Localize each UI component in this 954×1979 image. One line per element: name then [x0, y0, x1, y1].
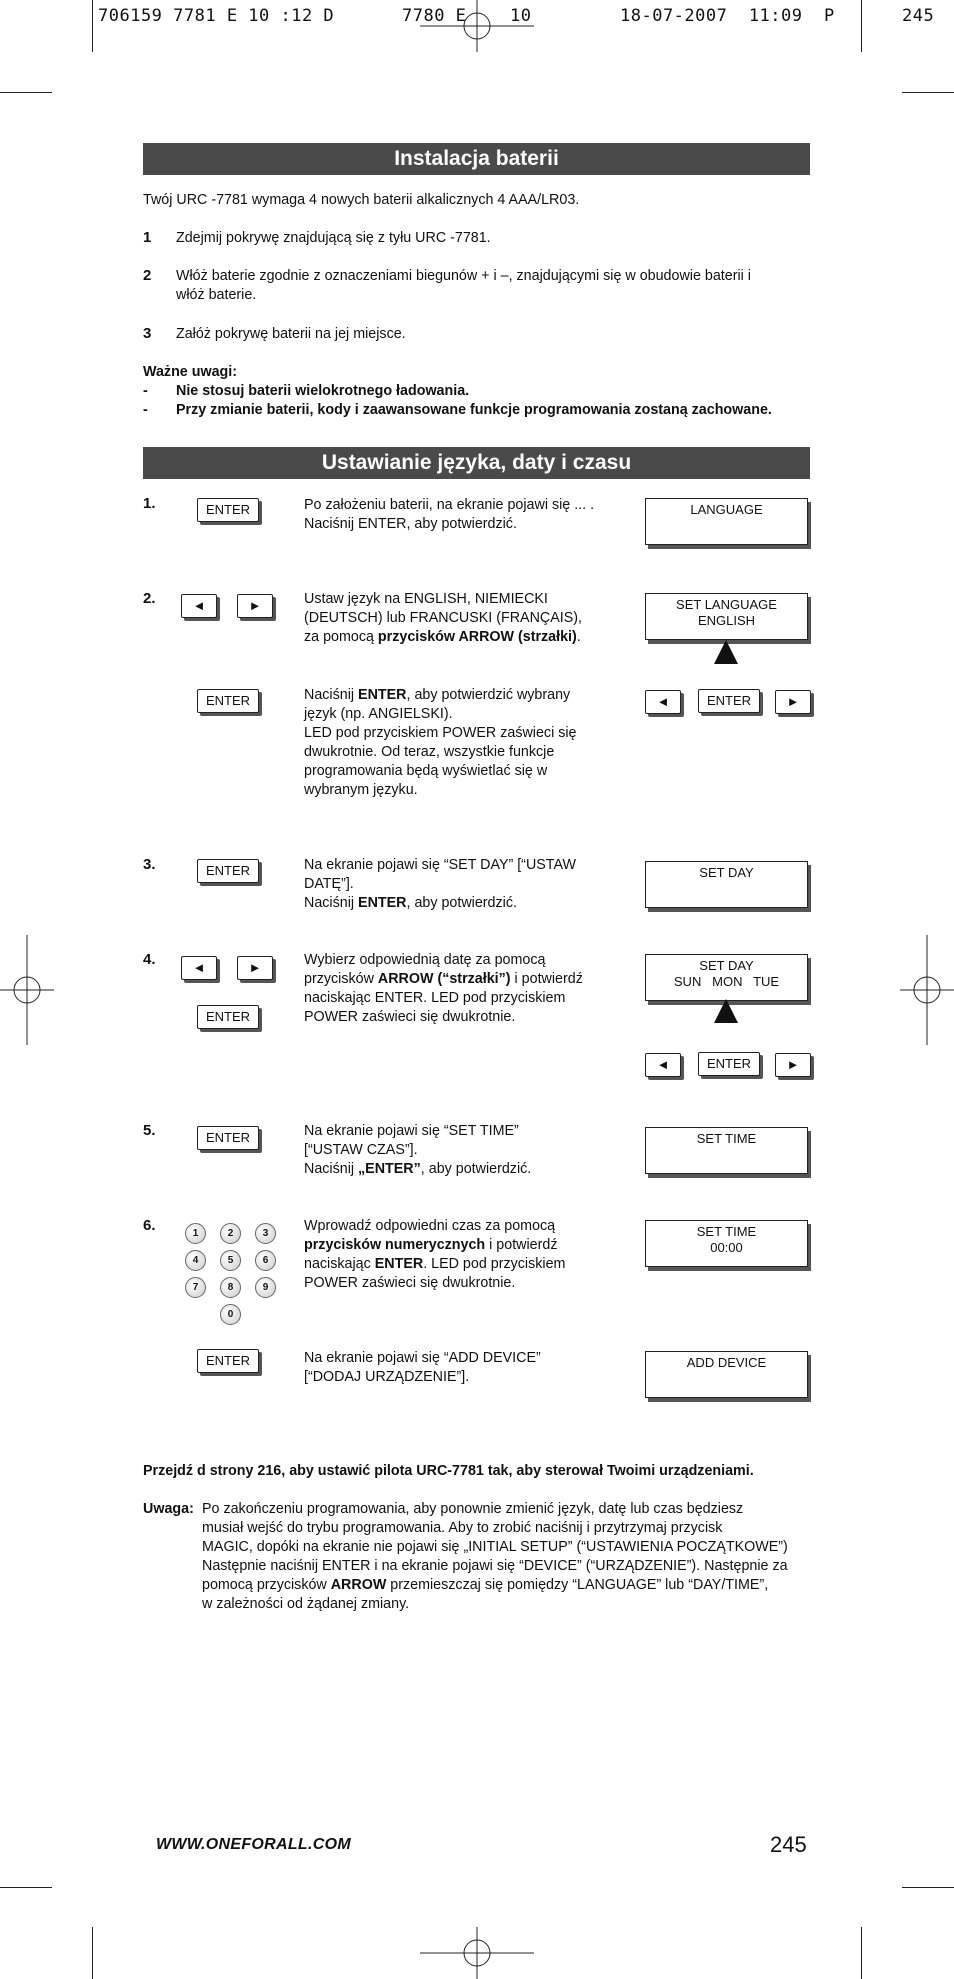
numeric-key: 9: [255, 1277, 276, 1298]
website-link[interactable]: WWW.ONEFORALL.COM: [156, 1836, 351, 1853]
lcd-display: [645, 1127, 808, 1174]
setup-step-text: programowania będą wyświetlać się w: [304, 763, 548, 779]
print-header-job: 706159 7781 E 10 :12 D: [98, 6, 335, 26]
numeric-key: 5: [220, 1250, 241, 1271]
lcd-line: SET TIME: [696, 1224, 757, 1239]
setup-step-text: LED pod przyciskiem POWER zaświeci się: [304, 725, 577, 741]
setup-step-text: naciskając ENTER. LED pod przyciskiem: [304, 990, 566, 1006]
text-span: przycisków: [304, 971, 378, 987]
text-span: i potwierdź: [485, 1237, 558, 1253]
battery-step-text: Załóż pokrywę baterii na jej miejsce.: [176, 326, 406, 342]
note-text: Następnie naciśnij ENTER i na ekranie pojawi się “DEVICE” (“URZĄDZENIE”). Następnie za: [202, 1558, 788, 1574]
text-bold: ENTER: [358, 687, 407, 703]
setup-step-text: język (np. ANGIELSKI).: [304, 706, 453, 722]
enter-button: ENTER: [197, 1005, 259, 1029]
note-text: Po zakończeniu programowania, aby ponownie zmienić język, datę lub czas będziesz: [202, 1501, 744, 1517]
text-bold: „ENTER”: [358, 1161, 421, 1177]
numeric-key: 4: [185, 1250, 206, 1271]
enter-button: ENTER: [197, 498, 259, 522]
enter-button: ENTER: [197, 1126, 259, 1150]
battery-step-text: Włóż baterie zgodnie z oznaczeniami biegunów + i –, znajdującymi się w obudowie baterii i: [176, 268, 751, 284]
numeric-key: 8: [220, 1277, 241, 1298]
numeric-key: 7: [185, 1277, 206, 1298]
crop-mark: [0, 92, 52, 93]
setup-step-text: [304, 686, 570, 705]
setup-step-text: Wybierz odpowiednią datę za pomocą: [304, 952, 546, 968]
section-title-language-date-time: Ustawianie języka, daty i czasu: [143, 447, 810, 479]
registration-mark-left: [0, 935, 54, 1045]
note-label: Uwaga:: [143, 1501, 194, 1517]
setup-step-text: [“DODAJ URZĄDZENIE”].: [304, 1369, 470, 1385]
setup-step-text: dwukrotnie. Od teraz, wszystkie funkcje: [304, 744, 555, 760]
lcd-display: [645, 1220, 808, 1267]
setup-step-text: Wprowadź odpowiedni czas za pomocą: [304, 1218, 556, 1234]
lcd-line: SET TIME: [696, 1131, 757, 1146]
text-span: , aby potwierdzić.: [406, 895, 517, 911]
battery-intro: Twój URC -7781 wymaga 4 nowych baterii alkalicznych 4 AAA/LR03.: [143, 192, 580, 208]
lcd-line: SET LANGUAGE: [676, 597, 777, 612]
text-span: , aby potwierdzić.: [420, 1161, 532, 1177]
setup-step-text: [304, 1255, 565, 1274]
left-arrow-button: ◄: [645, 690, 681, 714]
text-span: za pomocą: [304, 629, 378, 645]
setup-step-text: DATĘ”].: [304, 876, 354, 892]
setup-step-text: [304, 970, 583, 989]
text-bold: przycisków ARROW (strzałki): [377, 629, 577, 645]
text-span: .: [576, 629, 581, 645]
battery-step-text: Zdejmij pokrywę znajdującą się z tyłu URC -7781.: [176, 230, 491, 246]
setup-step-text: Ustaw język na ENGLISH, NIEMIECKI: [304, 591, 548, 607]
lcd-line: LANGUAGE: [690, 502, 763, 517]
left-arrow-button: ◄: [181, 956, 217, 980]
crop-mark: [902, 92, 954, 93]
setup-step-text: (DEUTSCH) lub FRANCUSKI (FRANÇAIS),: [304, 610, 583, 626]
numeric-key: 6: [255, 1250, 276, 1271]
battery-step-number: 3: [143, 325, 152, 342]
setup-step-text: POWER zaświeci się dwukrotnie.: [304, 1009, 516, 1025]
lcd-display: [645, 1351, 808, 1398]
notes-title: Ważne uwagi:: [143, 364, 237, 380]
lcd-line: SET DAY: [699, 958, 754, 973]
left-arrow-button: ◄: [645, 1053, 681, 1077]
enter-button: ENTER: [197, 859, 259, 883]
battery-step-text: włóż baterie.: [176, 287, 257, 303]
setup-step-text: POWER zaświeci się dwukrotnie.: [304, 1275, 516, 1291]
setup-step-text: Na ekranie pojawi się “ADD DEVICE”: [304, 1350, 541, 1366]
right-arrow-button: ►: [237, 594, 273, 618]
setup-step-text: [304, 628, 581, 647]
lcd-display: [645, 954, 808, 1001]
enter-button: ENTER: [698, 1052, 760, 1076]
setup-step-text: [“USTAW CZAS”].: [304, 1142, 418, 1158]
lcd-display: [645, 861, 808, 908]
note-text: musiał wejść do trybu programowania. Aby to zrobić naciśnij i przytrzymaj przycisk: [202, 1520, 723, 1536]
setup-step-number: 5.: [143, 1122, 156, 1139]
right-arrow-button: ►: [237, 956, 273, 980]
setup-step-text: Naciśnij ENTER, aby potwierdzić.: [304, 516, 517, 532]
enter-button: ENTER: [197, 1349, 259, 1373]
text-bold: przycisków numerycznych: [304, 1237, 486, 1253]
print-header-page-ref: 10: [510, 6, 532, 26]
setup-step-number: 6.: [143, 1217, 156, 1234]
text-span: przemieszczaj się pomiędzy “LANGUAGE” lub “DAY/TIME”,: [386, 1577, 769, 1593]
right-arrow-button: ►: [775, 690, 811, 714]
note-text: [202, 1576, 768, 1595]
page-number: 245: [770, 1832, 807, 1857]
note-text: MAGIC, dopóki na ekranie nie pojawi się „INITIAL SETUP” (“USTAWIENIA POCZĄTKOWE”): [202, 1539, 788, 1555]
lcd-display: [645, 498, 808, 545]
text-span: Naciśnij: [304, 687, 359, 703]
battery-step-number: 2: [143, 267, 152, 284]
text-span: i potwierdź: [510, 971, 583, 987]
text-bold: ARROW (“strzałki”): [377, 971, 511, 987]
setup-step-text: wybranym języku.: [304, 782, 418, 798]
setup-step-number: 2.: [143, 590, 156, 607]
crop-mark: [861, 1927, 862, 1979]
text-span: . LED pod przyciskiem: [423, 1256, 566, 1272]
numeric-key: 3: [255, 1223, 276, 1244]
print-header-file: 7780 E: [402, 6, 467, 26]
section-title-batteries: Instalacja baterii: [143, 143, 810, 175]
right-arrow-button: ►: [775, 1053, 811, 1077]
note-dash: -: [143, 383, 148, 399]
registration-mark-bottom: [420, 1927, 534, 1979]
text-bold: ENTER: [358, 895, 407, 911]
cursor-arrow-icon: [714, 640, 738, 664]
lcd-line: ADD DEVICE: [686, 1355, 767, 1370]
text-span: Naciśnij: [304, 1161, 359, 1177]
numeric-key: 1: [185, 1223, 206, 1244]
lcd-line: 00:00: [710, 1240, 743, 1255]
crop-mark: [92, 0, 93, 52]
text-span: , aby potwierdzić wybrany: [406, 687, 571, 703]
left-arrow-button: ◄: [181, 594, 217, 618]
lcd-line: SET DAY: [699, 865, 754, 880]
text-span: pomocą przycisków: [202, 1577, 331, 1593]
lcd-line: SUN MON TUE: [673, 974, 780, 989]
print-header-datetime: 18-07-2007 11:09 P: [620, 6, 835, 26]
next-page-instruction: Przejdź d strony 216, aby ustawić pilota URC-7781 tak, aby sterował Twoimi urządzeniami.: [143, 1463, 754, 1479]
setup-step-number: 4.: [143, 951, 156, 968]
lcd-line: ENGLISH: [697, 613, 756, 628]
text-span: Naciśnij: [304, 895, 359, 911]
battery-step-number: 1: [143, 229, 152, 246]
enter-button: ENTER: [197, 689, 259, 713]
registration-mark-right: [900, 935, 954, 1045]
setup-step-text: Na ekranie pojawi się “SET TIME”: [304, 1123, 519, 1139]
enter-button: ENTER: [698, 689, 760, 713]
crop-mark: [902, 1887, 954, 1888]
setup-step-text: [304, 1236, 557, 1255]
cursor-arrow-icon: [714, 999, 738, 1023]
note-text: Przy zmianie baterii, kody i zaawansowane funkcje programowania zostaną zachowane.: [176, 402, 772, 418]
setup-step-text: Na ekranie pojawi się “SET DAY” [“USTAW: [304, 857, 576, 873]
text-bold: ENTER: [374, 1256, 424, 1272]
crop-mark: [92, 1927, 93, 1979]
note-text: w zależności od żądanej zmiany.: [202, 1596, 410, 1612]
crop-mark: [861, 0, 862, 52]
setup-step-number: 1.: [143, 495, 156, 512]
text-span: naciskając: [304, 1256, 375, 1272]
note-dash: -: [143, 402, 148, 418]
setup-step-text: Po założeniu baterii, na ekranie pojawi się ... .: [304, 497, 595, 513]
numeric-key: 0: [220, 1304, 241, 1325]
note-text: Nie stosuj baterii wielokrotnego ładowania.: [176, 383, 470, 399]
setup-step-number: 3.: [143, 856, 156, 873]
setup-step-text: [304, 894, 517, 913]
text-bold: ARROW: [330, 1577, 387, 1593]
setup-step-text: [304, 1160, 531, 1179]
numeric-key: 2: [220, 1223, 241, 1244]
crop-mark: [0, 1887, 52, 1888]
print-header-page: 245: [902, 6, 935, 26]
lcd-display: [645, 593, 808, 640]
